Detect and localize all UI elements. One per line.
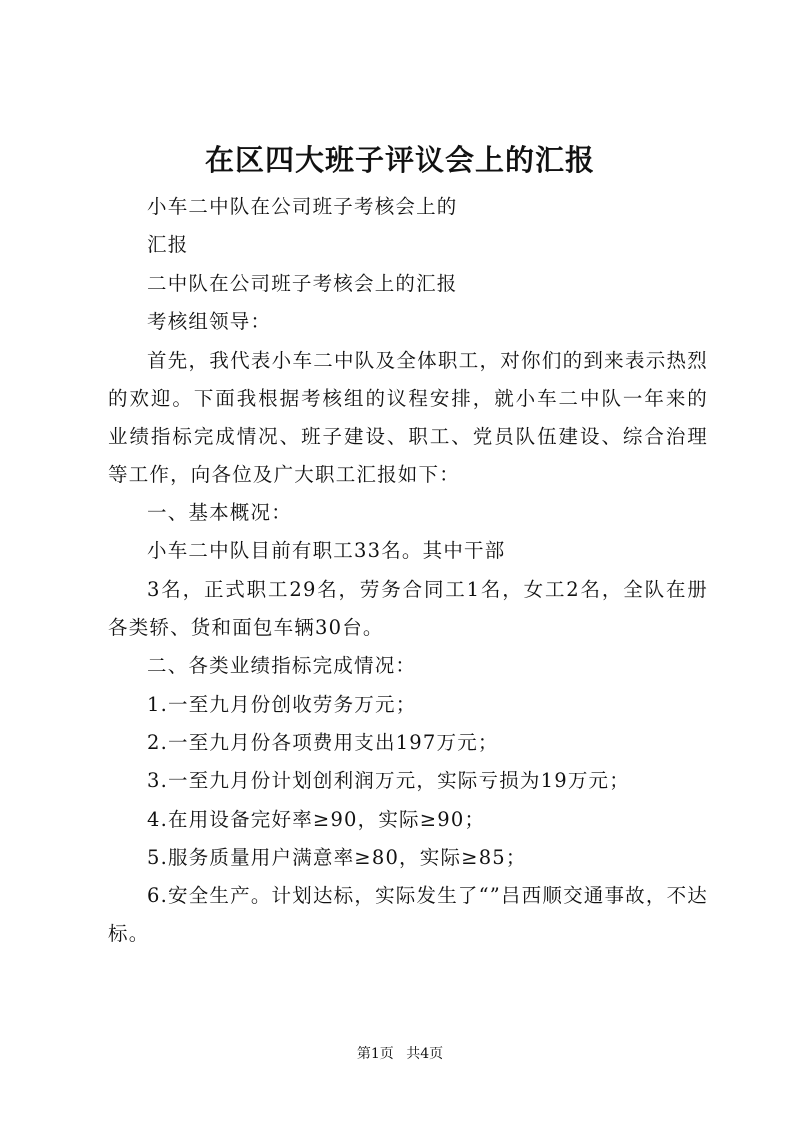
paragraph: 二、各类业绩指标完成情况： — [147, 654, 417, 678]
paragraph: 汇报 — [147, 233, 189, 257]
paragraph: 6.安全生产。计划达标，实际发生了“”吕西顺交通事故，不达标。 — [108, 884, 708, 946]
document-title: 在区四大班子评议会上的汇报 — [204, 143, 595, 177]
page-footer — [0, 1044, 800, 1064]
paragraph: 1.一至九月份创收劳务万元； — [147, 692, 417, 716]
paragraph: 小车二中队在公司班子考核会上的 — [147, 195, 458, 218]
page-number: 第1页 — [356, 1046, 394, 1062]
page-total: 共4页 — [406, 1046, 444, 1062]
paragraph: 3.一至九月份计划创利润万元，实际亏损为19万元； — [147, 769, 630, 793]
paragraph: 3名，正式职工29名，劳务合同工1名，女工2名，全队在册各类轿、货和面包车辆30台。 — [108, 577, 708, 639]
paragraph: 一、基本概况： — [147, 500, 292, 524]
paragraph: 5.服务质量用户满意率≥80，实际≥85； — [147, 846, 527, 870]
document-body — [108, 188, 708, 954]
paragraph: 小车二中队目前有职工33名。其中干部 — [147, 539, 506, 563]
paragraph: 二中队在公司班子考核会上的汇报 — [147, 271, 458, 295]
paragraph: 首先，我代表小车二中队及全体职工，对你们的到来表示热烈的欢迎。下面我根据考核组的议程安排，就小车二中队一年来的业绩指标完成情况、班子建设、职工、党员队伍建设、综合治理等工作，向各位及广大职工汇报如下： — [108, 348, 708, 486]
paragraph: 4.在用设备完好率≥90，实际≥90； — [147, 807, 486, 831]
paragraph: 2.一至九月份各项费用支出197万元； — [147, 730, 499, 754]
paragraph: 考核组领导： — [147, 310, 272, 334]
